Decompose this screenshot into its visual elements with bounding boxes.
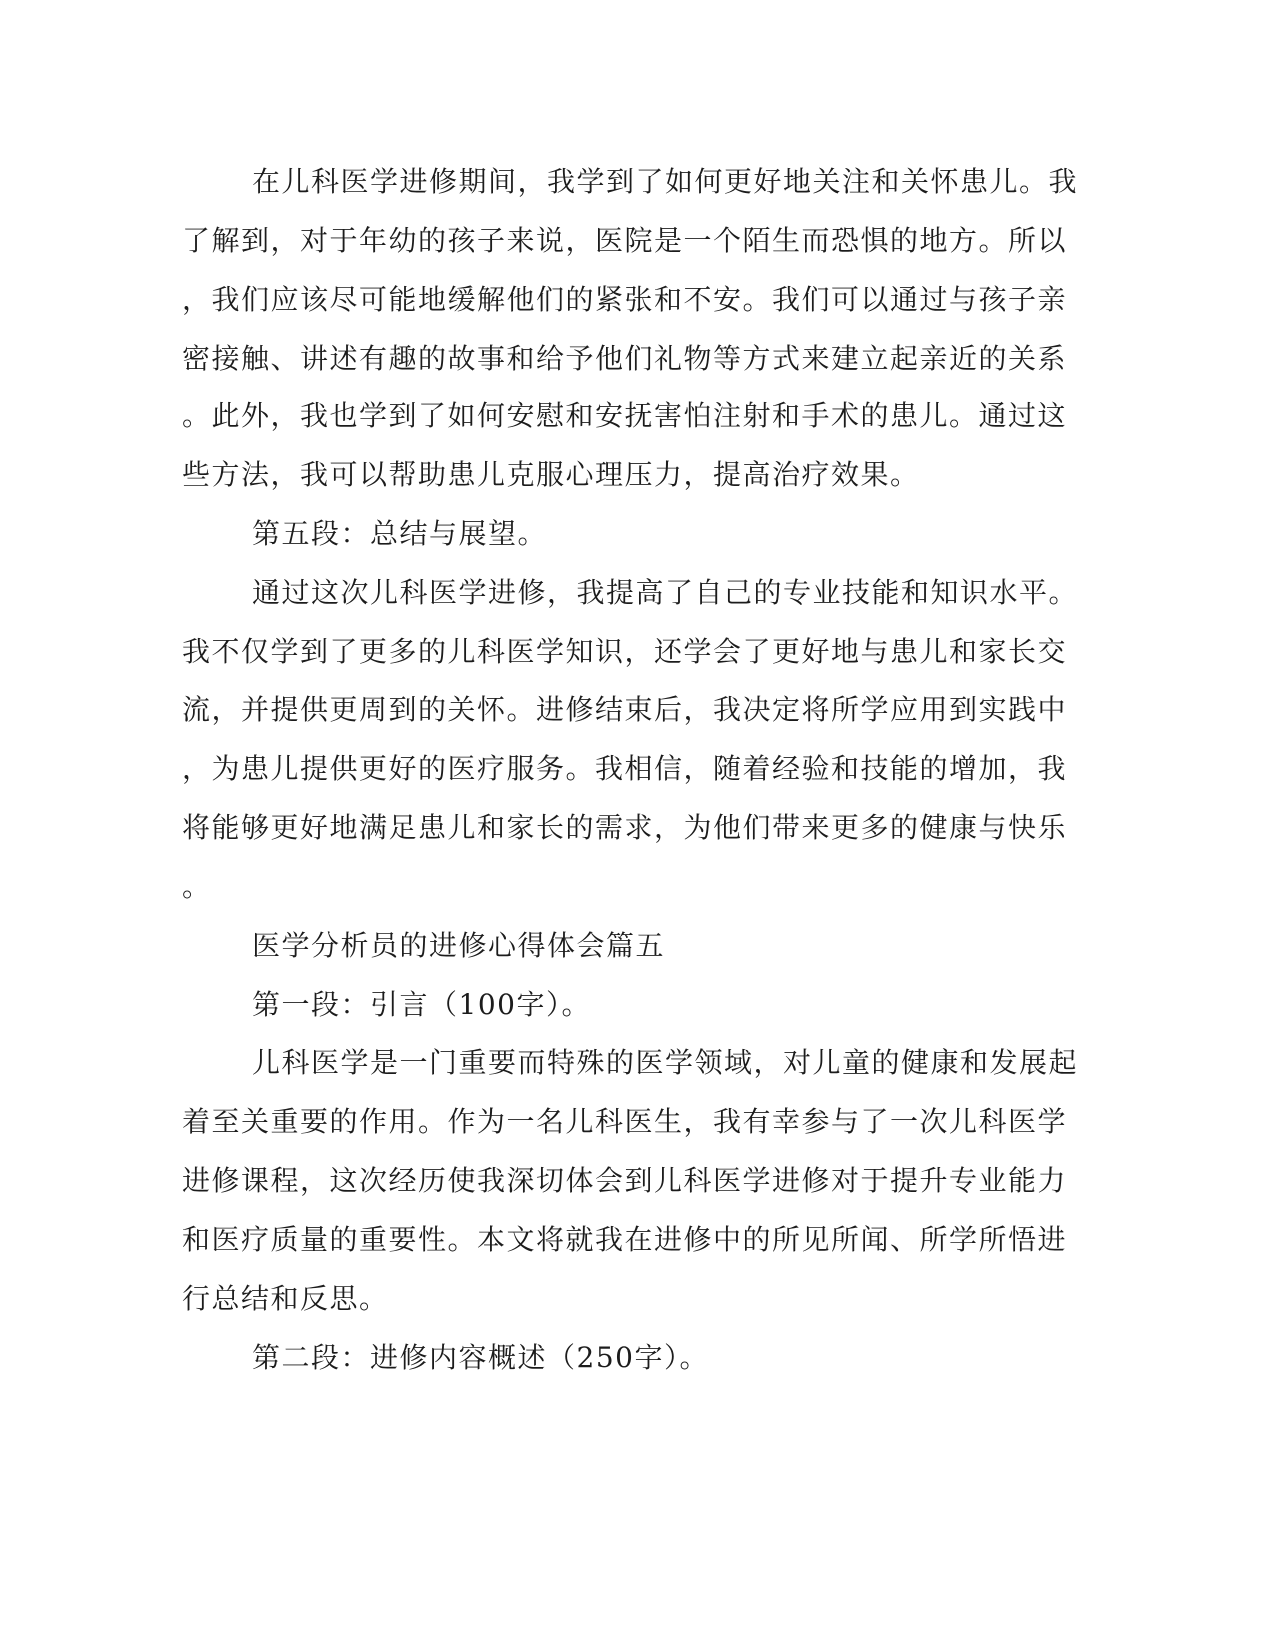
paragraph-line: 通过这次儿科医学进修，我提高了自己的专业技能和知识水平。	[252, 576, 1079, 609]
paragraph-line: 密接触、讲述有趣的故事和给予他们礼物等方式来建立起亲近的关系	[182, 342, 1068, 375]
paragraph-line: 行总结和反思。	[182, 1282, 389, 1315]
paragraph-line: 我不仅学到了更多的儿科医学知识，还学会了更好地与患儿和家长交	[182, 635, 1068, 668]
paragraph-line: ，我们应该尽可能地缓解他们的紧张和不安。我们可以通过与孩子亲	[182, 283, 1068, 316]
section-heading: 第一段：引言（100字）。	[252, 988, 591, 1021]
paragraph-line: 着至关重要的作用。作为一名儿科医生，我有幸参与了一次儿科医学	[182, 1105, 1068, 1138]
paragraph-line: ，为患儿提供更好的医疗服务。我相信，随着经验和技能的增加，我	[182, 752, 1068, 785]
paragraph-line: 流，并提供更周到的关怀。进修结束后，我决定将所学应用到实践中	[182, 693, 1068, 726]
paragraph-line: 些方法，我可以帮助患儿克服心理压力，提高治疗效果。	[182, 458, 920, 491]
paragraph-line: 了解到，对于年幼的孩子来说，医院是一个陌生而恐惧的地方。所以	[182, 224, 1068, 257]
paragraph-line: 将能够更好地满足患儿和家长的需求，为他们带来更多的健康与快乐	[182, 811, 1068, 844]
paragraph-line: 进修课程，这次经历使我深切体会到儿科医学进修对于提升专业能力	[182, 1164, 1068, 1197]
paragraph-line: 。	[182, 870, 212, 903]
section-heading: 第五段：总结与展望。	[252, 517, 548, 550]
paragraph-line: 和医疗质量的重要性。本文将就我在进修中的所见所闻、所学所悟进	[182, 1223, 1068, 1256]
paragraph-line: 儿科医学是一门重要而特殊的医学领域，对儿童的健康和发展起	[252, 1046, 1079, 1079]
section-heading: 第二段：进修内容概述（250字）。	[252, 1341, 709, 1374]
paragraph-line: 。此外，我也学到了如何安慰和安抚害怕注射和手术的患儿。通过这	[182, 399, 1068, 432]
article-title: 医学分析员的进修心得体会篇五	[252, 929, 666, 962]
paragraph-line: 在儿科医学进修期间，我学到了如何更好地关注和关怀患儿。我	[252, 165, 1079, 198]
